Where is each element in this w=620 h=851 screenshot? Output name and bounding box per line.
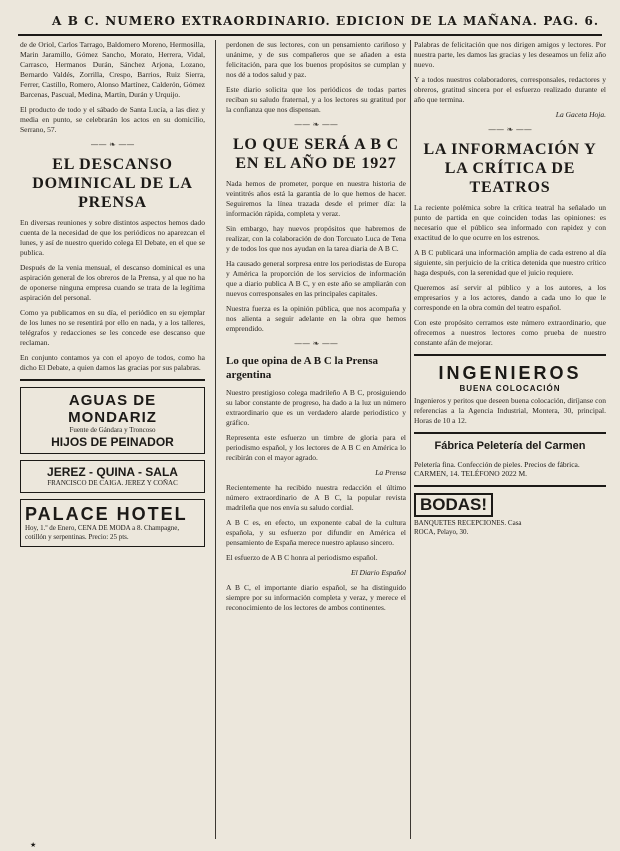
paragraph: El producto de todo y el sábado de Santa Lucía, a las diez y media en punto, se celebrarán los actos en su domicilio, Serrano, 57. bbox=[20, 105, 205, 134]
article-title: EL DESCANSO DOMINICAL DE LA PRENSA bbox=[32, 156, 193, 211]
paragraph: Este diario solicita que los periódicos de todas partes reciban su saludo fraternal, y a los lectores su gratitud por la confianza que nos dispensan. bbox=[226, 85, 406, 114]
divider bbox=[20, 379, 205, 381]
advert-title: PALACE HOTEL bbox=[25, 504, 188, 524]
divider bbox=[414, 354, 606, 356]
paragraph: Nada hemos de prometer, porque en nuestra historia de veintitrés años está la garantía de lo que hemos de hacer. Seguiremos la línea trazada desde el primer día: la información rápida, completa y veraz. bbox=[226, 179, 406, 218]
paragraph: perdonen de sus lectores, con un pensamiento cariñoso y unánime, y de sus compañeros que se añaden a esta felicitación, para que los buenos propósitos se cumplan y nos dé a todos salud y paz. bbox=[226, 40, 406, 79]
footer-mark: ★ bbox=[30, 841, 37, 849]
paragraph: Recientemente ha recibido nuestra redacción el último número extraordinario de A B C, la popular revista madrileña que nos envía su saludo cordial. bbox=[226, 483, 406, 512]
advert-title: BODAS! bbox=[414, 493, 493, 517]
ornament-divider: —— ❧ —— bbox=[90, 140, 135, 149]
paragraph: El esfuerzo de A B C honra al periodismo español. bbox=[226, 553, 378, 562]
paragraph: Sin embargo, hay nuevos propósitos que habremos de realizar, con la colaboración de don Torcuato Luca de Tena y de todos los que nos ayudan en la tarea diaria de A B C. bbox=[226, 224, 406, 253]
divider bbox=[414, 485, 606, 487]
signature: La Gaceta Hoja. bbox=[555, 110, 606, 119]
advert-palace-hotel bbox=[20, 499, 205, 547]
paragraph: La reciente polémica sobre la crítica teatral ha señalado un punto de partida en que coinciden todas las opiniones: es necesario que el público sea informado con rapidez y con exactitud de lo que ocurre en los estrenos. bbox=[414, 203, 606, 242]
column-middle bbox=[226, 40, 406, 839]
advert-text: Ingenieros y peritos que deseen buena colocación, diríjanse con referencias a la Agencia Industrial, Montera, 30, principal. Horas de 10 a 12. bbox=[414, 396, 606, 425]
column-right bbox=[414, 40, 606, 839]
page-header bbox=[18, 6, 602, 36]
advert-title: INGENIEROS bbox=[438, 363, 582, 383]
advert-text: BANQUETES RECEPCIONES. Casa ROCA, Pelayo, 30. bbox=[414, 518, 522, 536]
signature: El Diario Español bbox=[350, 568, 406, 577]
paragraph: Queremos así servir al público y a los autores, a los empresarios y a los actores, dando a cada uno lo que le corresponde en la obra común del teatro español. bbox=[414, 283, 606, 312]
paragraph: En diversas reuniones y sobre distintos aspectos hemos dado cuenta de la necesidad de que los periódicos no aparezcan el lunes, y así de nuestro querido colega El Debate, en el que se publica. bbox=[20, 218, 205, 257]
column-left bbox=[20, 40, 205, 839]
paragraph: Después de la venia mensual, el descanso dominical es una aspiración general de los obreros de la Prensa, y al que no ha de oponerse ninguna empresa cuando se trata de la legítima aspiración del personal. bbox=[20, 263, 205, 302]
paragraph: A B C publicará una información amplia de cada estreno al día siguiente, sin perjuicio de la crítica detenida que nuestro crítico haga después, con la serenidad que el juicio requiere. bbox=[414, 248, 606, 277]
divider bbox=[414, 432, 606, 434]
paragraph: Con este propósito cerramos este número extraordinario, que ofrecemos a nuestros lectores como prueba de nuestro constante afán de mejorar. bbox=[414, 318, 606, 347]
advert-bodas bbox=[414, 493, 606, 537]
advert-subtitle: BUENA COLOCACIÓN bbox=[459, 384, 561, 393]
subsection-title: Lo que opina de A B C la Prensa argentina bbox=[226, 355, 378, 381]
paragraph: Nuestro prestigioso colega madrileño A B C, prosiguiendo su labor constante de progreso, ha dado a la luz un número extraordinario que es un verdadero alarde periodístico y gráfico. bbox=[226, 388, 406, 427]
column-rule bbox=[215, 40, 216, 839]
paragraph: Ha causado general sorpresa entre los periodistas de Europa y América la proporción de los servicios de información que a diario publica A B C, y en este año se ampliarán con nuevos corresponsales en las principales capitales. bbox=[226, 259, 406, 298]
paragraph: de de Oriol, Carlos Tarrago, Baldomero Moreno, Hermosilla, Marin Jaramillo, Gómez Sancho, Morato, Herrera, Vidal, Carrasco, Hermanos Durán, Sánchez Arjona, Lozano, Bernardo Valdés, Zorrilla, Crespo, Barrios, Ruiz Sierra, Ferrer, Castillo, Romero, Alonso Martínez, Calderón, Gómez Barcenas, Pascual, Medina, Martín, Durán y Urquijo. bbox=[20, 40, 205, 99]
header-text: A B C. NUMERO EXTRAORDINARIO. EDICION DE LA MAÑANA. PAG. 6. bbox=[52, 14, 600, 28]
column-rule bbox=[410, 40, 411, 839]
paragraph: En conjunto contamos ya con el apoyo de todos, como ha dicho El Debate, a quien damos las gracias por sus palabras. bbox=[20, 353, 205, 372]
ornament-divider: —— ❧ —— bbox=[294, 120, 338, 129]
article-title: LA INFORMACIÓN Y LA CRÍTICA DE TEATROS bbox=[423, 141, 597, 196]
paragraph: Representa este esfuerzo un timbre de gloria para el periodismo español, y los lectores de A B C en América lo recibirán con el mayor agrado. bbox=[226, 433, 406, 462]
ornament-divider: —— ❧ —— bbox=[488, 125, 532, 134]
advert-subtitle: Hoy, 1.º de Enero, CENA DE MODA a 8. Champagne, cotillón y serpentinas. Precio: 25 pts. bbox=[25, 524, 180, 541]
signature: La Prensa bbox=[375, 468, 406, 477]
advert-title: AGUAS DE MONDARIZ bbox=[68, 392, 157, 426]
paragraph: Y a todos nuestros colaboradores, corresponsales, redactores y obreros, gratitud sincera por el esfuerzo realizado durante el año que termina. bbox=[414, 75, 606, 104]
ornament-divider: —— ❧ —— bbox=[294, 339, 338, 348]
advert-text: Peletería fina. Confección de pieles. Precios de fábrica. CARMEN, 14. TELÉFONO 2022 M. bbox=[414, 459, 580, 478]
advert-title: HIJOS DE PEINADOR bbox=[51, 435, 174, 449]
advert-subtitle: Fuente de Gándara y Troncoso bbox=[69, 426, 156, 434]
paragraph: A B C es, en efecto, un exponente cabal de la cultura española, y su esfuerzo por difundir en América el pensamiento de España merece nuestro aplauso sincero. bbox=[226, 518, 406, 547]
advert-title: JEREZ - QUINA - SALA bbox=[47, 465, 178, 479]
advert-mondariz bbox=[20, 387, 205, 454]
advert-subtitle: FRANCISCO DE CAIGA. JEREZ Y COÑAC bbox=[47, 479, 178, 487]
paragraph: A B C, el importante diario español, se ha distinguido siempre por su información completa y veraz, y merece el reconocimiento de los lectores de ambos continentes. bbox=[226, 583, 406, 612]
paragraph: Nuestra fuerza es la opinión pública, que nos acompaña y nos alienta a seguir adelante en la obra que hemos emprendido. bbox=[226, 304, 406, 333]
advert-title: Fábrica Peletería del Carmen bbox=[434, 440, 586, 452]
paragraph: Como ya publicamos en su día, el periódico en su ejemplar de los lunes no se resentirá por ello en nada, y a los talleres, telégrafos y redacciones se les concede ese descanso que reclaman. bbox=[20, 308, 205, 347]
paragraph: Palabras de felicitación que nos dirigen amigos y lectores. Por nuestra parte, les damos las gracias y les deseamos un feliz año nuevo. bbox=[414, 40, 606, 69]
advert-jerez bbox=[20, 460, 205, 493]
article-title: LO QUE SERÁ A B C EN EL AÑO DE 1927 bbox=[232, 136, 400, 172]
